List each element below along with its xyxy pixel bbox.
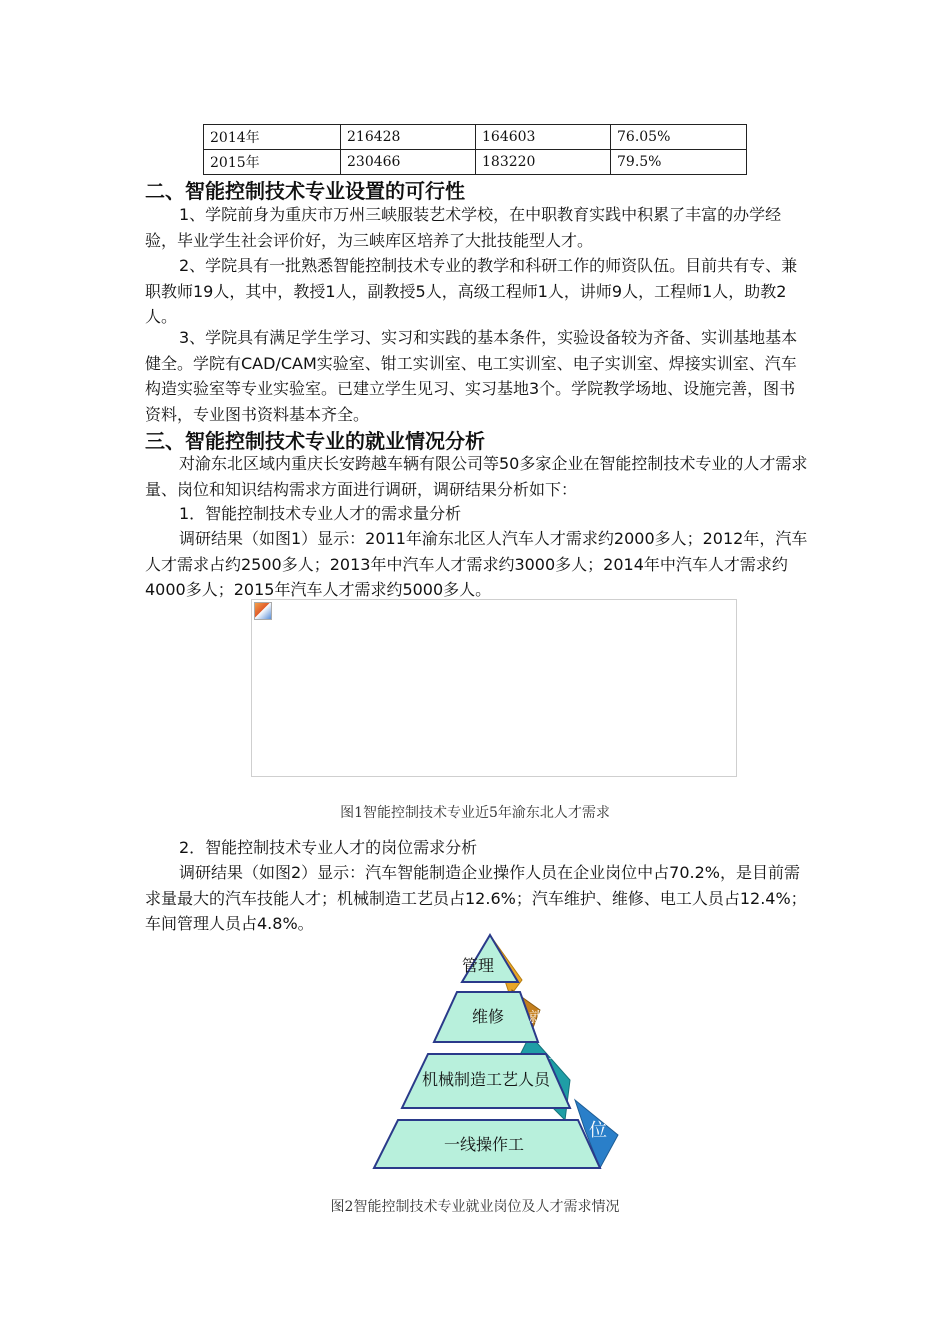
pyramid-label-operator: 一线操作工 xyxy=(443,1135,525,1154)
section3-intro: 对渝东北区域内重庆长安跨越车辆有限公司等50多家企业在智能控制技术专业的人才需求量、岗位和知识结构需求方面进行调研，调研结果分析如下： xyxy=(145,454,808,499)
broken-image-icon xyxy=(254,602,272,620)
pyramid-diagram xyxy=(360,930,630,1175)
table-cell: 164603 xyxy=(476,125,611,150)
table-cell: 183220 xyxy=(476,150,611,175)
table-cell: 76.05% xyxy=(611,125,747,150)
section2-paragraph-1: 1、学院前身为重庆市万州三峡服装艺术学校，在中职教育实践中积累了丰富的办学经验，毕业学生社会评价好，为三峡库区培养了大批技能型人才。 xyxy=(145,205,782,250)
section2-paragraph-2: 2、学院具有一批熟悉智能控制技术专业的教学和科研工作的师资队伍。目前共有专、兼职教师19人，其中，教授1人，副教授5人，高级工程师1人，讲师9人，工程师1人，助教2人。 xyxy=(145,256,798,326)
paragraph-posts: 调研结果（如图2）显示：汽车智能制造企业操作人员在企业岗位中占70.2%，是目前需求量最大的汽车技能人才；机械制造工艺员占12.6%；汽车维护、维修、电工人员占12.4%；车间管理人员占4.8%。 xyxy=(145,863,807,933)
pyramid-side-char-3: 岗 xyxy=(569,1082,587,1103)
table-cell: 2014年 xyxy=(204,125,341,150)
pyramid-label-maintenance: 维修 xyxy=(471,1007,505,1026)
section3-heading: 三、智能控制技术专业的就业情况分析 xyxy=(145,429,485,453)
figure-2-caption: 图2智能控制技术专业就业岗位及人才需求情况 xyxy=(330,1199,620,1215)
pyramid-side-char-2: 业 xyxy=(548,1042,566,1063)
pyramid-side-char-1: 就 xyxy=(529,1010,543,1026)
subheading-demand: 1．智能控制技术专业人才的需求量分析 xyxy=(179,504,462,523)
table-cell: 79.5% xyxy=(611,150,747,175)
table-cell: 2015年 xyxy=(204,150,341,175)
data-table xyxy=(203,124,747,175)
table-cell: 230466 xyxy=(341,150,476,175)
table-row xyxy=(204,125,747,150)
section2-heading: 二、智能控制技术专业设置的可行性 xyxy=(145,179,465,203)
table-cell: 216428 xyxy=(341,125,476,150)
pyramid-label-management: 管理 xyxy=(461,956,495,975)
table-row xyxy=(204,150,747,175)
figure-1-caption: 图1智能控制技术专业近5年渝东北人才需求 xyxy=(340,805,610,821)
figure-1-image-placeholder xyxy=(251,599,737,777)
subheading-posts: 2．智能控制技术专业人才的岗位需求分析 xyxy=(179,838,478,857)
section2-paragraph-3: 3、学院具有满足学生学习、实习和实践的基本条件，实验设备较为齐备、实训基地基本健全。学院有CAD/CAM实验室、钳工实训室、电工实训室、电子实训室、焊接实训室、汽车构造实验室等专业实验室。已建立学生见习、实习基地3个。学院教学场地、设施完善，图书资料，专业图书资料基本齐全。 xyxy=(145,328,798,424)
pyramid-label-process: 机械制造工艺人员 xyxy=(421,1070,551,1089)
paragraph-demand: 调研结果（如图1）显示：2011年渝东北区人汽车人才需求约2000多人；2012年，汽车人才需求占约2500多人；2013年中汽车人才需求约3000多人；2014年中汽车人才需求约4000多人；2015年汽车人才需求约5000多人。 xyxy=(145,529,808,599)
pyramid-side-char-4: 位 xyxy=(589,1120,607,1141)
